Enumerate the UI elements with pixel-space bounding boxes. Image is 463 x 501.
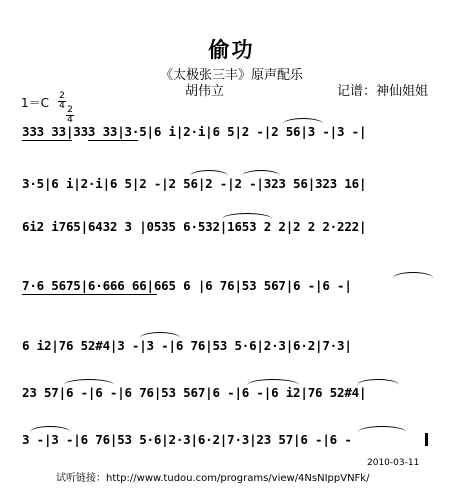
composer: 胡伟立 [185,84,225,99]
slur-mark [283,118,323,124]
score-line-6: 23 57|6 -|6 -|6 76|53 567|6 -|6 -|6 i2|76 52#4| [22,385,367,400]
slur-mark [247,379,299,385]
date-stamp: 2010-03-11 [367,458,420,468]
meter-numerator: 2 [67,105,73,115]
score-line-4: 7·6 5675|6·666 66|665 6 |6 76|53 567|6 -|6 -| [22,278,352,293]
score-line-3: 6i2 i765|6432 3 |0535 6·532|1653 2 2|2 2 2·222| [22,219,367,234]
score-line-7: 3 -|3 -|6 76|53 5·6|2·3|6·2|7·3|23 57|6 -|6 - [22,432,352,447]
key-signature: 1＝C [21,96,50,110]
final-barline [425,433,428,446]
meter-denominator: 4 [59,101,65,111]
page-title: 偷功 [208,38,255,62]
listen-link[interactable]: 试听链接：http://www.tudou.com/programs/view/4NsNIppVNFk/ [56,473,370,484]
beam-underline [88,140,138,141]
slur-mark [190,170,228,176]
transcriber: 记谱：神仙姐姐 [337,84,429,99]
time-signature-inline [66,106,74,125]
subtitle: 《太极张三丰》原声配乐 [159,68,303,83]
slur-mark [242,170,280,176]
beam-underline [22,294,157,295]
meter-numerator: 2 [59,91,65,101]
score-line-5: 6 i2|76 52#4|3 -|3 -|6 76|53 5·6|2·3|6·2|7·3| [22,338,352,353]
slur-mark [64,379,114,385]
slur-mark [140,332,180,338]
beam-underline [22,140,72,141]
slur-mark [393,272,433,278]
meter-denominator: 4 [67,115,73,125]
slur-mark [357,379,399,385]
slur-mark [30,426,70,432]
slur-mark [222,213,272,219]
score-line-2: 3·5|6 i|2·i|6 5|2 -|2 56|2 -|2 -|323 56|323 16| [22,176,367,191]
slur-mark [358,426,406,432]
time-signature-header [58,92,66,111]
score-line-1: 333 33|333 33|3·5|6 i|2·i|6 5|2 -|2 56|3 -|3 -| [22,124,367,139]
